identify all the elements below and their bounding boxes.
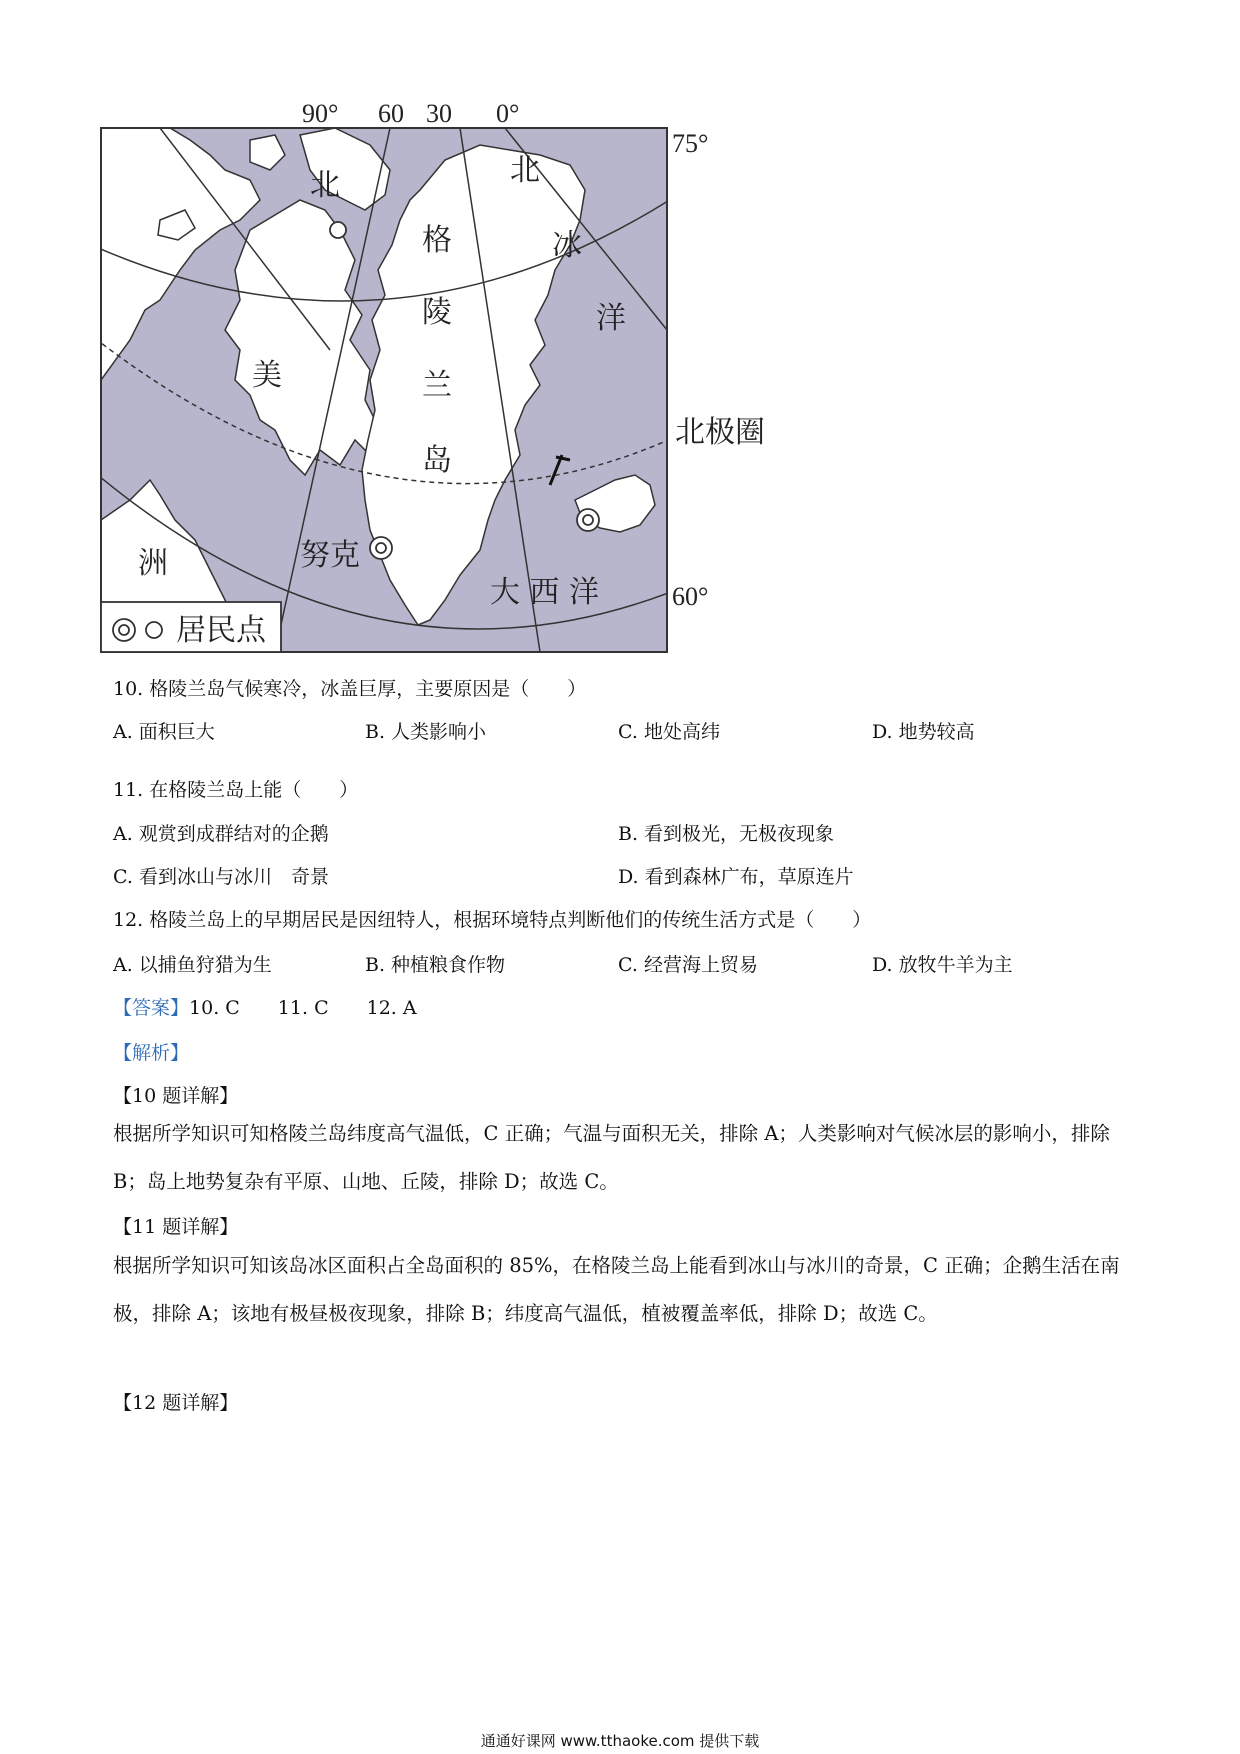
lon-label-60: 60 [378,100,404,128]
label-nuuk: 努克 [300,538,360,573]
label-island-char-3: 兰 [422,368,452,403]
q10-option-d: D. 地势较高 [872,721,975,743]
q12-option-b: B. 种植粮食作物 [365,954,506,976]
greenland-map [100,100,800,740]
answer-line [113,995,417,1021]
lat-label-60: 60° [672,582,709,611]
arctic-circle-label: 北极圈 [675,415,765,450]
label-zhou: 洲 [138,546,168,581]
settlement-nuuk [370,537,392,559]
answer-text: 10. C 11. C 12. A [189,997,417,1019]
detail-11-text: 根据所学知识可知该岛冰区面积占全岛面积的 85%，在格陵兰岛上能看到冰山与冰川的奇景，C 正确；企鹅生活在南极，排除 A；该地有极昼极夜现象，排除 B；纬度高气温低，植被覆盖率低，排除 D；故选 C。 [113,1254,1120,1325]
q10-option-b: B. 人类影响小 [365,721,487,743]
label-ocean-north-2: 冰 [552,228,582,263]
label-north-left: 北 [310,168,340,203]
label-island-char-4: 岛 [422,443,452,478]
page-footer: 通通好课网 www.tthaoke.com 提供下载 [480,1732,760,1750]
label-island-char-2: 陵 [422,295,452,330]
label-island-char-1: 格 [422,223,452,258]
detail-11-title: 【11 题详解】 [113,1216,239,1238]
q12-option-c: C. 经营海上贸易 [618,954,758,976]
detail-10-title: 【10 题详解】 [113,1085,239,1107]
q12-option-d: D. 放牧牛羊为主 [872,954,1013,976]
label-ocean-north-3: 洋 [596,301,626,336]
q10-option-a: A. 面积巨大 [113,721,215,743]
q10-option-c: C. 地处高纬 [618,721,720,743]
legend-label: 居民点 [176,613,266,648]
map-svg [100,100,800,740]
detail-12-title: 【12 题详解】 [113,1392,239,1414]
q11-option-c: C. 看到冰山与冰川 奇景 [113,866,329,888]
question-11-stem: 11. 在格陵兰岛上能（ ） [113,779,359,801]
lon-label-90: 90° [302,100,339,128]
answer-tag: 【答案】 [113,997,190,1019]
q11-option-d: D. 看到森林广布，草原连片 [618,866,854,888]
label-ocean-north-1: 北 [510,153,540,188]
lon-label-30: 30 [426,100,452,128]
legend-symbol-large [113,619,135,641]
q12-option-a: A. 以捕鱼狩猎为生 [113,954,272,976]
label-atlantic: 大 西 洋 [490,575,600,610]
lon-label-0: 0° [496,100,520,128]
lat-label-75: 75° [672,129,709,158]
legend-symbol-small [146,622,162,638]
question-10-stem: 10. 格陵兰岛气候寒冷，冰盖巨厚，主要原因是（ ） [113,678,587,700]
question-12-stem: 12. 格陵兰岛上的早期居民是因纽特人，根据环境特点判断他们的传统生活方式是（ ） [113,909,872,931]
settlement-small [330,222,346,238]
label-america: 美 [252,358,282,393]
q11-option-b: B. 看到极光，无极夜现象 [618,823,835,845]
q11-option-a: A. 观赏到成群结对的企鹅 [113,823,329,845]
settlement-iceland [577,509,599,531]
analysis-tag: 【解析】 [113,1042,190,1064]
detail-10-text: 根据所学知识可知格陵兰岛纬度高气温低，C 正确；气温与面积无关，排除 A；人类影响对气候冰层的影响小，排除 B；岛上地势复杂有平原、山地、丘陵，排除 D；故选 C。 [113,1122,1110,1193]
